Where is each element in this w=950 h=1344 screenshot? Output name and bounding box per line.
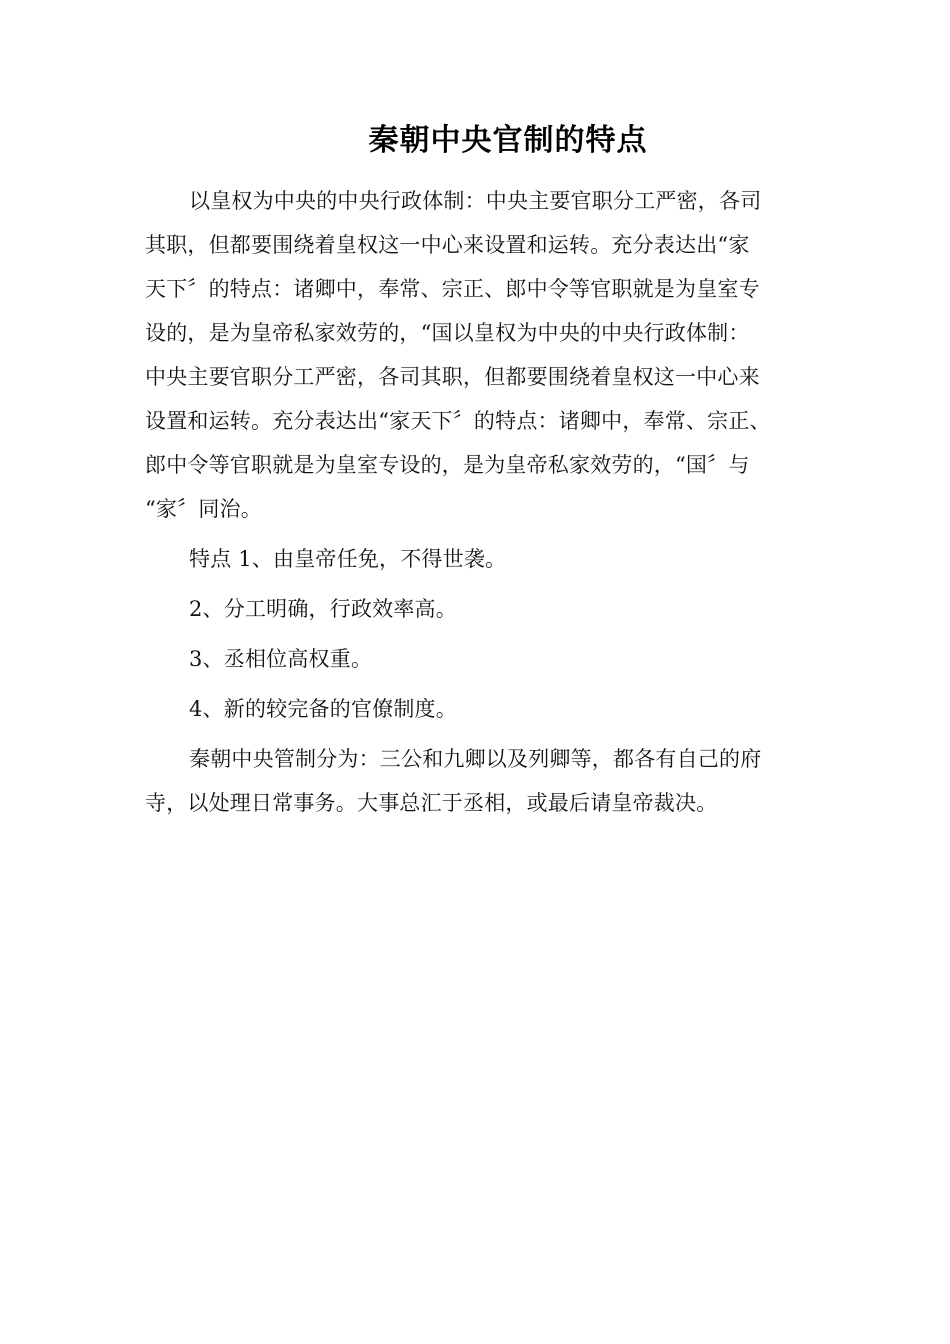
feature-item-4: 4、新的较完备的官僚制度。 bbox=[189, 697, 457, 721]
paragraph-1-line-7: 郎中令等官职就是为皇室专设的，是为皇帝私家效劳的，“国〞与 bbox=[145, 453, 750, 477]
document-title: 秦朝中央官制的特点 bbox=[368, 123, 648, 158]
paragraph-1-line-4: 设的，是为皇帝私家效劳的，“国以皇权为中央的中央行政体制： bbox=[145, 321, 750, 345]
paragraph-1-line-6: 设置和运转。充分表达出“家天下〞的特点：诸卿中，奉常、宗正、 bbox=[145, 409, 771, 433]
paragraph-1-line-3: 天下〞的特点：诸卿中，奉常、宗正、郎中令等官职就是为皇室专 bbox=[145, 277, 760, 301]
paragraph-last-line-2: 寺，以处理日常事务。大事总汇于丞相，或最后请皇帝裁决。 bbox=[145, 791, 718, 815]
feature-item-3: 3、丞相位高权重。 bbox=[189, 647, 373, 671]
paragraph-1-line-8: “家〞同治。 bbox=[145, 497, 262, 521]
paragraph-1-line-5: 中央主要官职分工严密，各司其职，但都要围绕着皇权这一中心来 bbox=[145, 365, 760, 389]
paragraph-1-line-1: 以皇权为中央的中央行政体制：中央主要官职分工严密，各司 bbox=[189, 189, 762, 213]
feature-item-1: 特点 1、由皇帝任免，不得世袭。 bbox=[189, 547, 507, 571]
paragraph-1-line-2: 其职，但都要围绕着皇权这一中心来设置和运转。充分表达出“家 bbox=[145, 233, 750, 257]
paragraph-last-line-1: 秦朝中央管制分为：三公和九卿以及列卿等，都各有自己的府 bbox=[189, 747, 762, 771]
feature-item-2: 2、分工明确，行政效率高。 bbox=[189, 597, 457, 621]
